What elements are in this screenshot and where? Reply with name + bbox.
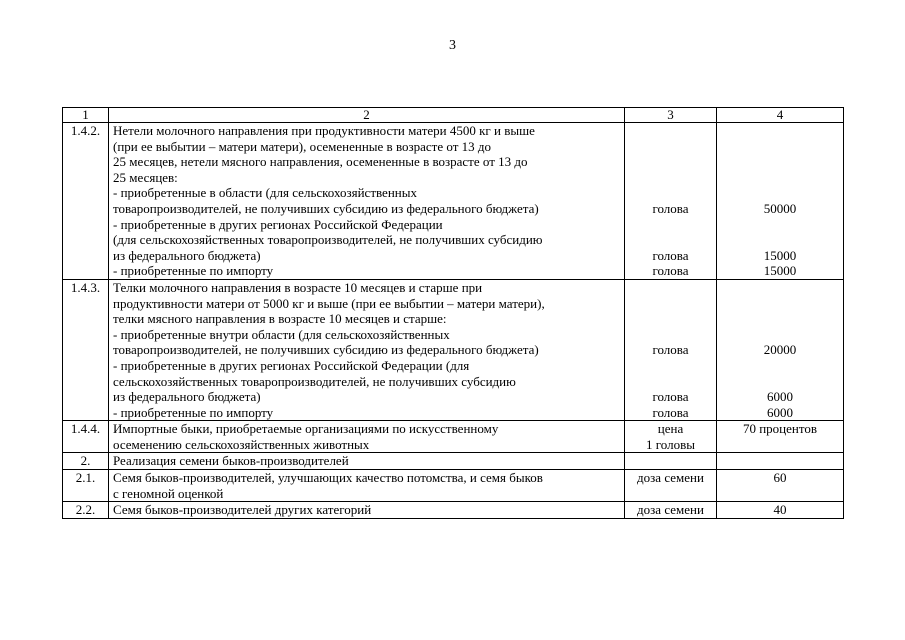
rate-line: 60 <box>773 470 787 486</box>
description-line: товаропроизводителей, не получивших субсидию из федерального бюджета) <box>113 342 539 358</box>
rate-line <box>721 154 839 170</box>
row-number-cell: 2. <box>63 453 109 470</box>
unit-cell <box>625 123 717 280</box>
unit-cell <box>625 502 717 519</box>
unit-line <box>629 311 712 327</box>
table-row <box>63 453 844 470</box>
unit-line <box>629 154 712 170</box>
unit-line <box>629 170 712 186</box>
table-row <box>63 470 844 502</box>
rate-line: 20000 <box>763 342 797 358</box>
unit-line: доза семени <box>637 470 704 486</box>
unit-line: 1 головы <box>646 436 695 452</box>
unit-cell <box>625 279 717 420</box>
description-line: (для сельскохозяйственных товаропроизводителей, не получивших субсидию <box>113 232 543 248</box>
rate-line <box>721 358 839 374</box>
unit-line <box>629 327 712 343</box>
description-line: Импортные быки, приобретаемые организациями по искусственному <box>113 421 499 437</box>
rate-line: 15000 <box>763 247 797 263</box>
rate-line <box>721 437 839 453</box>
table-row <box>63 421 844 453</box>
description-cell <box>109 502 625 519</box>
description-line: товаропроизводителей, не получивших субсидию из федерального бюджета) <box>113 200 539 216</box>
description-line: продуктивности матери от 5000 кг и выше (при ее выбытии – матери матери), <box>113 295 545 311</box>
description-line: - приобретенные в других регионах Российской Федерации <box>113 216 443 232</box>
description-line: Нетели молочного направления при продуктивности матери 4500 кг и выше <box>113 123 535 138</box>
rate-line <box>721 232 839 248</box>
rate-line <box>721 170 839 186</box>
rate-line: 6000 <box>767 389 793 405</box>
rate-line <box>721 139 839 155</box>
rate-line <box>721 453 839 469</box>
description-line: Семя быков-производителей, улучшающих качество потомства, и семя быков <box>113 470 543 486</box>
page-number: 3 <box>449 38 456 53</box>
description-line: Семя быков-производителей других категорий <box>113 502 372 518</box>
rate-line: 70 процентов <box>742 421 818 437</box>
description-line: (при ее выбытии – матери матери), осемененные в возрасте от 13 до <box>113 138 491 154</box>
rate-line <box>721 185 839 201</box>
unit-line <box>629 185 712 201</box>
description-line: из федерального бюджета) <box>113 247 261 263</box>
description-cell <box>109 453 625 470</box>
description-line: осеменению сельскохозяйственных животных <box>113 436 370 452</box>
row-number-cell: 1.4.4. <box>63 421 109 453</box>
subsidy-rates-table <box>62 107 844 519</box>
unit-line <box>629 280 712 296</box>
unit-line <box>629 232 712 248</box>
rate-line: 40 <box>773 502 787 518</box>
description-line: Телки молочного направления в возрасте 10 месяцев и старше при <box>113 279 483 295</box>
rate-line <box>721 327 839 343</box>
row-number-cell: 2.2. <box>63 502 109 519</box>
rate-line <box>721 296 839 312</box>
description-line: с геномной оценкой <box>113 485 224 501</box>
unit-line <box>629 486 712 502</box>
unit-line: голова <box>652 404 689 420</box>
unit-line: голова <box>652 263 689 279</box>
unit-line <box>629 139 712 155</box>
description-cell <box>109 279 625 420</box>
unit-line: цена <box>657 421 684 437</box>
description-line: - приобретенные по импорту <box>113 404 274 420</box>
description-line: сельскохозяйственных товаропроизводителей, не получивших субсидию <box>113 373 516 389</box>
rate-line <box>721 311 839 327</box>
description-line: - приобретенные в других регионах Российской Федерации (для <box>113 357 470 373</box>
header-cell: 2 <box>109 108 625 123</box>
rate-cell <box>717 279 844 420</box>
description-line: телки мясного направления в возрасте 10 месяцев и старше: <box>113 311 447 327</box>
description-line: - приобретенные в области (для сельскохозяйственных <box>113 185 417 201</box>
unit-line <box>629 358 712 374</box>
unit-line <box>629 217 712 233</box>
rate-cell <box>717 421 844 453</box>
rate-line <box>721 374 839 390</box>
description-line: Реализация семени быков-производителей <box>113 453 349 469</box>
rate-line: 15000 <box>763 263 797 279</box>
rate-line <box>721 486 839 502</box>
description-line: - приобретенные по импорту <box>113 263 274 279</box>
unit-cell <box>625 453 717 470</box>
row-number-cell: 1.4.2. <box>63 123 109 280</box>
unit-line <box>629 296 712 312</box>
table-header-row <box>63 108 844 123</box>
unit-cell <box>625 421 717 453</box>
row-number-cell: 2.1. <box>63 470 109 502</box>
unit-line <box>629 123 712 139</box>
unit-line: доза семени <box>637 502 704 518</box>
row-number-cell: 1.4.3. <box>63 279 109 420</box>
rate-line <box>721 280 839 296</box>
unit-line <box>629 453 712 469</box>
rate-cell <box>717 453 844 470</box>
header-cell: 4 <box>717 108 844 123</box>
unit-line: голова <box>652 247 689 263</box>
table-row <box>63 123 844 280</box>
rate-line: 50000 <box>763 200 797 216</box>
description-line: 25 месяцев, нетели мясного направления, осемененные в возрасте от 13 до <box>113 154 528 170</box>
table-row <box>63 279 844 420</box>
rate-line <box>721 217 839 233</box>
description-line: из федерального бюджета) <box>113 389 261 405</box>
rate-cell <box>717 502 844 519</box>
description-line: 25 месяцев: <box>113 169 178 185</box>
rate-line <box>721 123 839 139</box>
description-cell <box>109 123 625 280</box>
header-cell: 1 <box>63 108 109 123</box>
unit-line: голова <box>652 200 689 216</box>
header-cell: 3 <box>625 108 717 123</box>
unit-cell <box>625 470 717 502</box>
rate-cell <box>717 470 844 502</box>
description-cell <box>109 470 625 502</box>
unit-line: голова <box>652 342 689 358</box>
unit-line <box>629 374 712 390</box>
rate-line: 6000 <box>767 404 793 420</box>
rate-cell <box>717 123 844 280</box>
description-cell <box>109 421 625 453</box>
table-row <box>63 502 844 519</box>
description-line: - приобретенные внутри области (для сельскохозяйственных <box>113 326 450 342</box>
unit-line: голова <box>652 389 689 405</box>
